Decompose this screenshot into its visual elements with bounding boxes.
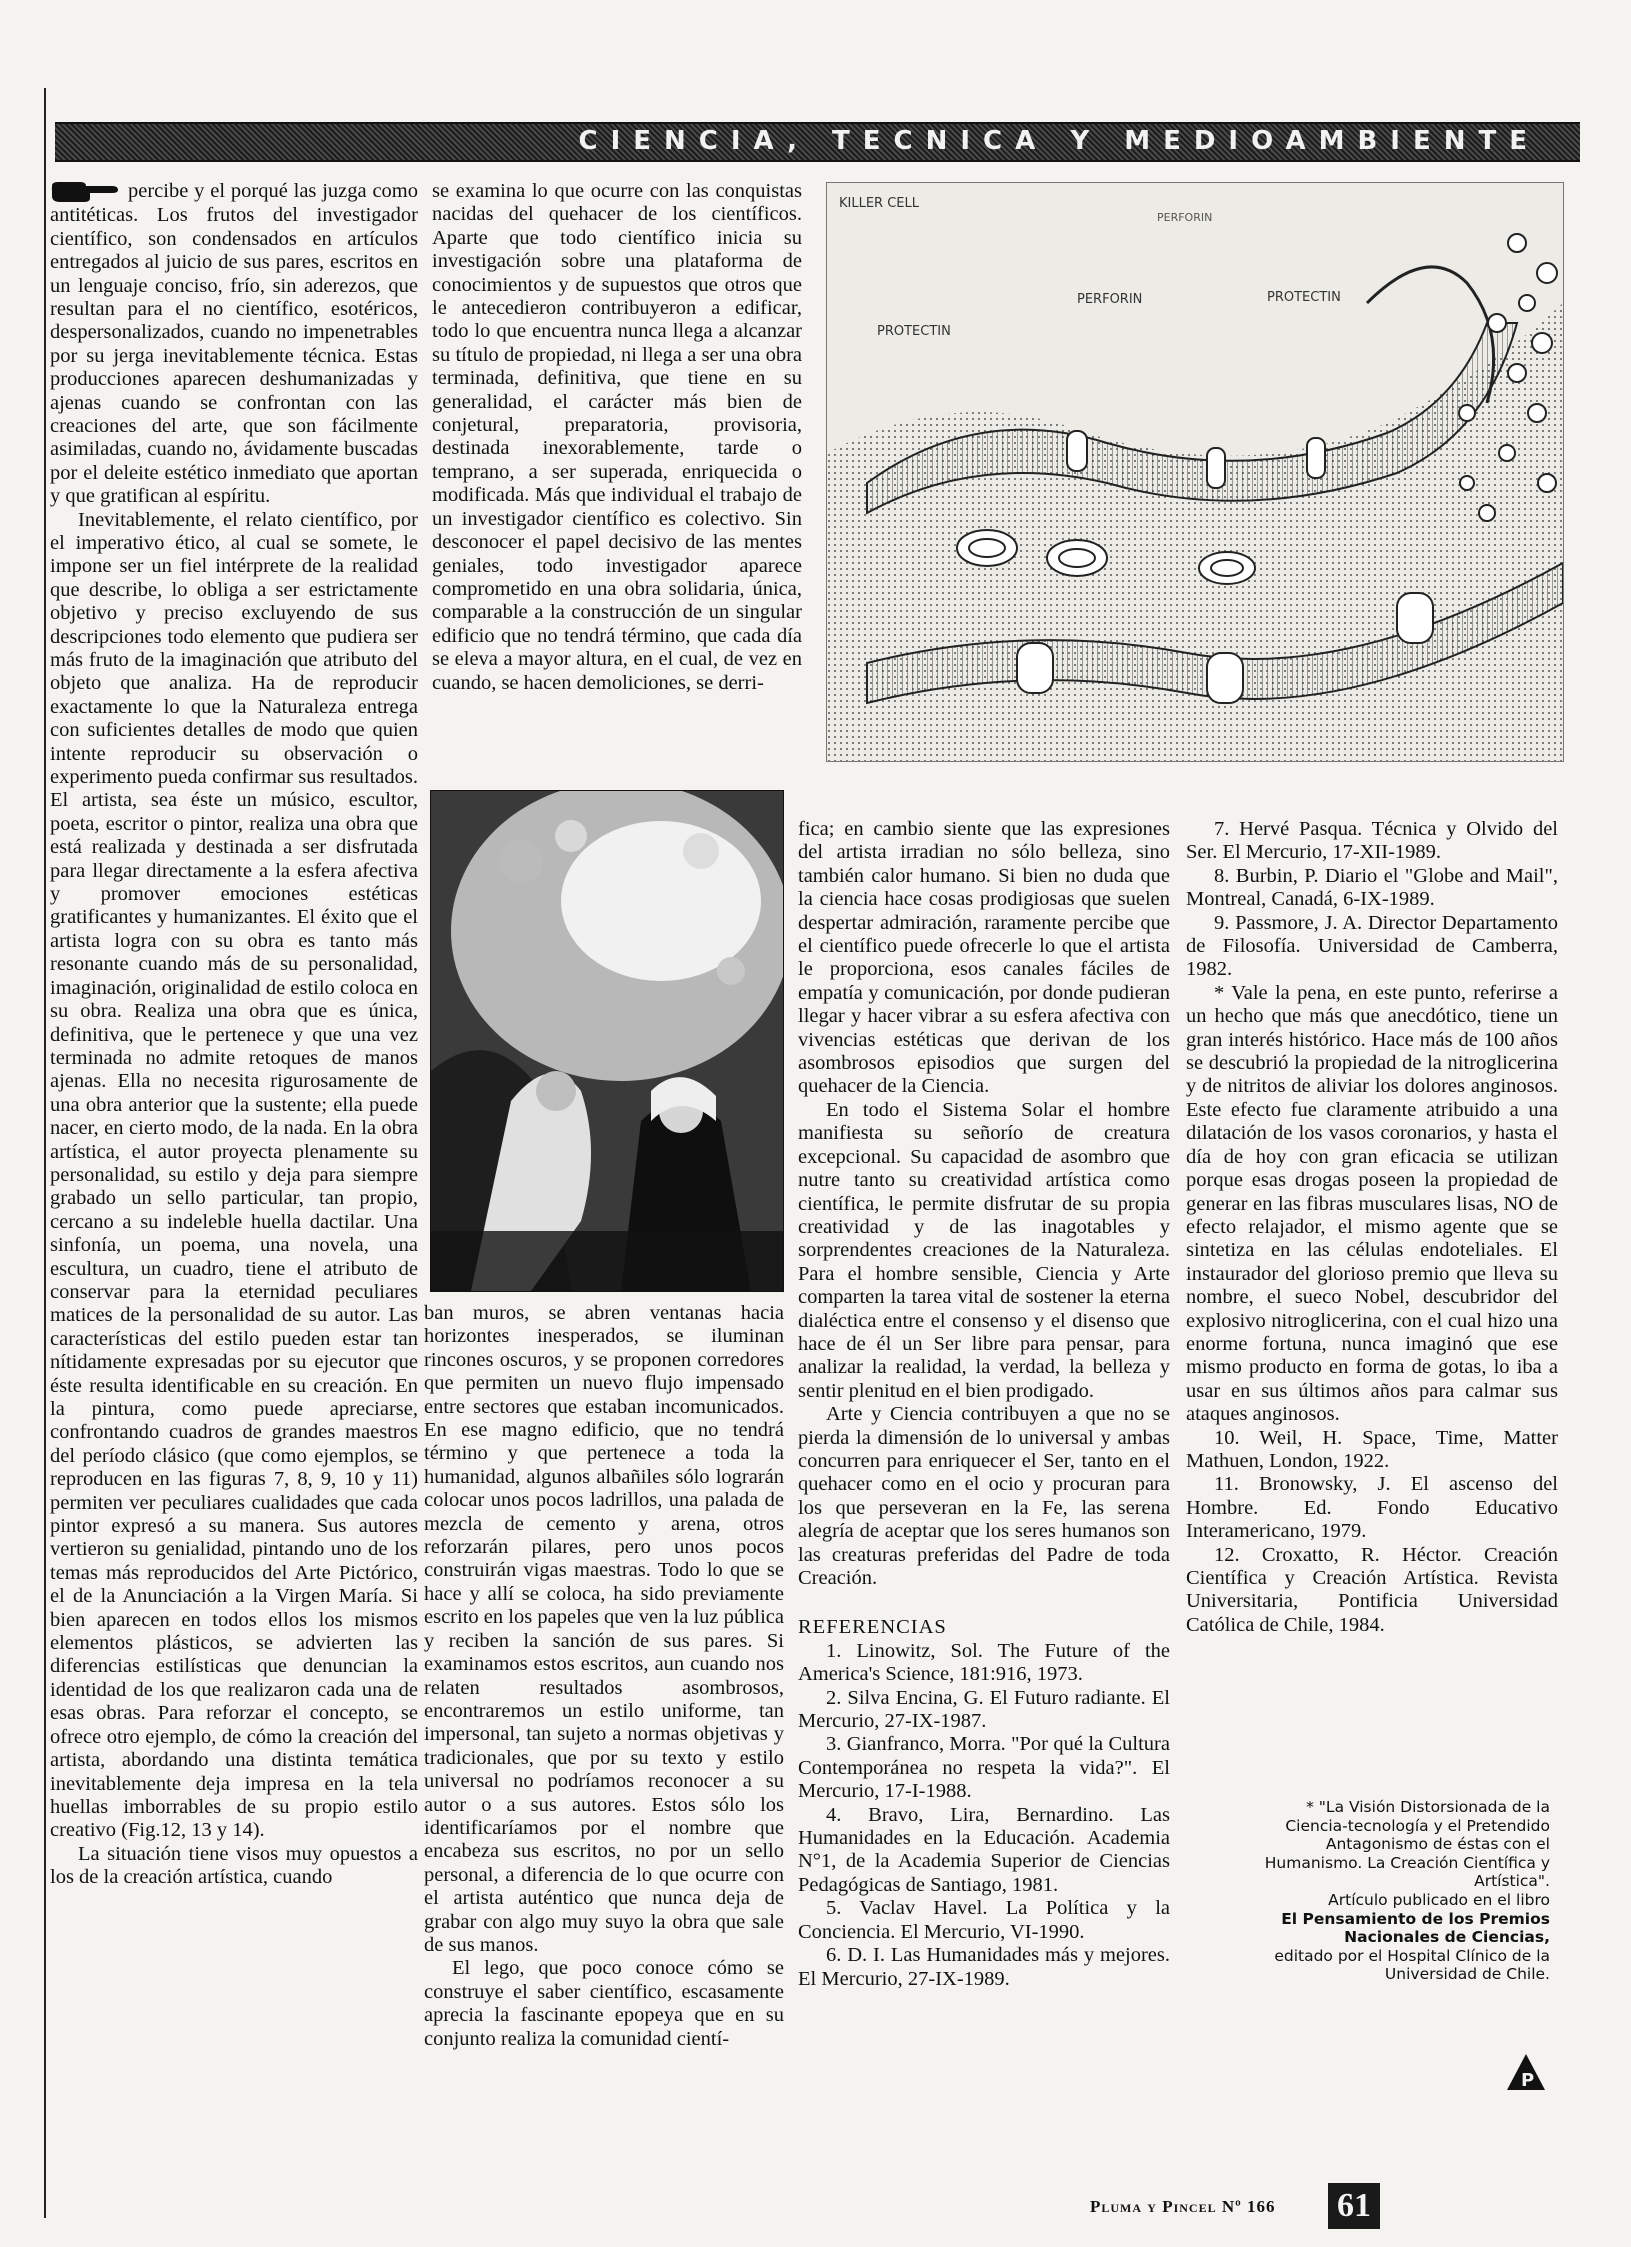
paragraph bbox=[50, 180, 418, 509]
paragraph: fica; en cambio siente que las expresiones del artista irradian no sólo belleza, sino también calor humano. Si bien no duda que la ciencia hace cosas prodigiosas que suelen despertar admiración, raramente percibe que el científico puede ofrecerle lo que el artista le proporciona, esos canales fáciles de empatía y comunicación, por donde pudieran llegar y hacer vibrar a su esfera afectiva con vivencias estéticas que derivan de los asombrosos episodios que surgen del quehacer de la Ciencia. bbox=[798, 818, 1170, 1098]
reference-item: 3. Gianfranco, Morra. "Por qué la Cultura Contemporánea no respeta la vida?". El Mercurio, 17-I-1988. bbox=[798, 1733, 1170, 1803]
footnote: * Vale la pena, en este punto, referirse a un hecho que más que anecdótico, tiene un gran interés histórico. Hace más de 100 años se descubrió la propiedad de la nitroglicerina y de nitritos de aliviar los dolores anginosos. Este efecto fue claramente atribuido a una dilatación de los vasos coronarios, y hasta el día de hoy con gran eficacia se utilizan porque esas drogas poseen la propiedad de generar en las fibras musculares lisas, NO de efecto relajador, el mismo agente que se sintetiza en las células endoteliales. El instaurador del glorioso premio que lleva su nombre, el sueco Nobel, descubridor del explosivo nitroglicerina, con el cual hizo una enorme fortuna, nunca imaginó que ese mismo producto en forma de gotas, lo iba a usar en sus últimos años para calmar sus ataques anginosos. bbox=[1186, 981, 1558, 1426]
reference-item: 10. Weil, H. Space, Time, Matter Mathuen, London, 1922. bbox=[1186, 1426, 1558, 1472]
reference-item: 7. Hervé Pasqua. Técnica y Olvido del Ser. El Mercurio, 17-XII-1989. bbox=[1186, 818, 1558, 864]
paragraph: se examina lo que ocurre con las conquistas nacidas del quehacer de los científicos. Aparte que todo científico inicia su investigación sobre una plataforma de conocimientos y de supuestos que otros que le antecedieron contribuyeron a edificar, todo lo que encuentra nunca llega a alcanzar su título de propiedad, ni llega a ser una obra terminada, definitiva, que tiene en su generalidad, el carácter más bien de conjetural, preparatoria, provisoria, destinada inexorablemente, tarde o temprano, a ser superada, enriquecida o modificada. Más que individual el trabajo de un investigador científico es colectivo. Sin desconocer el papel decisivo de las mentes geniales, todo investigador aparece comprometido en una obra solidaria, única, comparable a la construcción de un singular edificio que no tendrá término, que cada día se eleva a mayor altura, en el cual, de vez en cuando, se hacen demoliciones, se derri- bbox=[432, 180, 802, 694]
figure-label: PROTECTIN bbox=[1267, 290, 1341, 305]
section-header bbox=[55, 122, 1580, 162]
article-column-2-top bbox=[432, 180, 802, 695]
reference-item: 6. D. I. Las Humanidades más y mejores. El Mercurio, 27-IX-1989. bbox=[798, 1944, 1170, 1990]
page-number: 61 bbox=[1328, 2183, 1380, 2229]
references-heading: REFERENCIAS bbox=[798, 1616, 947, 1639]
painting-image bbox=[431, 791, 783, 1291]
reference-item: 11. Bronowsky, J. El ascenso del Hombre. Ed. Fondo Educativo Interamericano, 1979. bbox=[1186, 1473, 1558, 1543]
paragraph: En todo el Sistema Solar el hombre manifiesta su señorío de creatura excepcional. Su capacidad de asombro que nutre tanto su creatividad artística como científica, le permite disfrutar de su propia creatividad y de las inagotables y sorprendentes creaciones de la Naturaleza. Para el hombre sensible, Ciencia y Arte comparten la tarea vital de sostener la eterna dialéctica entre el consenso y el disenso que hace de él un Ser libre para pensar, para analizar la realidad, la verdad, la belleza y sentir plenitud en el bien prodigado. bbox=[798, 1098, 1170, 1402]
note-book-title: El Pensamiento de los Premios Nacionales de Ciencias, bbox=[1281, 1909, 1550, 1947]
membrane-diagram bbox=[827, 183, 1563, 761]
paragraph: Arte y Ciencia contribuyen a que no se pierda la dimensión de lo universal y ambas concurren para enriquecer el Ser, tanto en el quehacer como en el ocio y procuran para los que perseveran en la Fe, las serena alegría de aceptar que los seres humanos son las creaturas preferidas del Padre de toda Creación. bbox=[798, 1403, 1170, 1589]
article-column-1 bbox=[50, 180, 418, 1890]
footer-magazine-title: Pluma y Pincel Nº 166 bbox=[1090, 2197, 1276, 2216]
paragraph: La situación tiene visos muy opuestos a los de la creación artística, cuando bbox=[50, 1842, 418, 1889]
note-line: Artículo publicado en el libro bbox=[1328, 1890, 1550, 1909]
pointing-hand-icon bbox=[50, 180, 120, 204]
reference-item: 1. Linowitz, Sol. The Future of the America's Science, 181:916, 1973. bbox=[798, 1639, 1170, 1686]
figure-label: PROTECTIN bbox=[877, 324, 951, 339]
reference-item: 4. Bravo, Lira, Bernardino. Las Humanidades en la Educación. Academia N°1, de la Academia Superior de Ciencias Pedagógicas de Santiago, 1981. bbox=[798, 1803, 1170, 1896]
reference-item: 9. Passmore, J. A. Director Departamento de Filosofía. Universidad de Camberra, 1982. bbox=[1186, 911, 1558, 981]
paragraph: ban muros, se abren ventanas hacia horizontes inesperados, se iluminan rincones oscuros, y se proponen corredores que permiten un nuevo flujo impensado entre sectores que estaban incomunicados. En ese magno edificio, que no tendrá término y que pertenece a toda la humanidad, algunos albañiles sólo lograrán colocar unos pocos ladrillos, una palada de mezcla de cemento y arena, otros reforzarán pilares, pero unos pocos construirán vigas maestras. Todo lo que se hace y allí se coloca, ha sido previamente escrito en los papeles que ven la luz pública y reciben la sanción de sus pares. Si examinamos estos escritos, aun cuando nos relaten resultados asombrosos, encontraremos un estilo uniforme, tan impersonal, tan sujeto a normas objetivas y tradicionales, que por su texto y estilo universal no podríamos reconocer a su autor o a sus autores. Estos sólo los identificaríamos por el nombre que encabeza sus escritos, no por un sello personal, a diferencia de lo que ocurre con el artista auténtico que nunca deja de grabar con algo muy suyo la obra que sale de sus manos. bbox=[424, 1302, 784, 1956]
article-column-4 bbox=[1186, 818, 1558, 1637]
section-header-text: CIENCIA, TECNICA Y MEDIOAMBIENTE bbox=[578, 126, 1540, 156]
reference-item: 5. Vaclav Havel. La Política y la Conciencia. El Mercurio, VI-1990. bbox=[798, 1897, 1170, 1943]
figure-label: KILLER CELL bbox=[839, 196, 919, 211]
svg-text:P: P bbox=[1521, 2070, 1535, 2091]
reference-item: 8. Burbin, P. Diario el "Globe and Mail", Montreal, Canadá, 6-IX-1989. bbox=[1186, 864, 1558, 911]
note-line: editado por el Hospital Clínico de la Universidad de Chile. bbox=[1274, 1946, 1550, 1984]
publication-note bbox=[1240, 1798, 1550, 1984]
paragraph-text: percibe y el porqué las juzga como antitéticas. Los frutos del investigador científico, son condensados en artículos entregados al juicio de sus pares, escritos en un lenguaje conciso, frío, sin aderezos, que resultan para el no científico, esotéricos, despersonalizados, cuando no impenetrables por su jerga inevitablemente técnica. Estas producciones aparecen deshumanizadas y ajenas cuando se confrontan con las creaciones del arte, que son fácilmente asimiladas, cuando no, ávidamente buscadas por el deleite estético inmediato que aportan y que gratifican al espíritu. bbox=[50, 180, 418, 508]
note-line: * "La Visión Distorsionada de la Ciencia-tecnología y el Pretendido Antagonismo de éstas con el Humanismo. La Creación Científica y Artística". bbox=[1264, 1798, 1550, 1891]
article-column-3 bbox=[798, 818, 1170, 1991]
reference-item: 12. Croxatto, R. Héctor. Creación Científica y Creación Artística. Revista Universitaria, Pontificia Universidad Católica de Chile, 1984. bbox=[1186, 1543, 1558, 1636]
magazine-logo-icon bbox=[1505, 2052, 1547, 2094]
article-column-2-bottom bbox=[424, 1302, 784, 2051]
paragraph: Inevitablemente, el relato científico, por el imperativo ético, al cual se somete, le impone ser un fiel intérprete de la realidad que describe, lo obliga a ser estrictamente objetivo y preciso excluyendo de sus descripciones todo elemento que pudiera ser más fruto de la imaginación que atributo del objeto que analiza. Ha de reproducir exactamente lo que la Naturaleza entrega con suficientes detalles de modo que quien intente reproducir su observación o experimento pueda confirmar sus resultados. El artista, sea éste un músico, escultor, poeta, escritor o pintor, realiza una obra que está realizada y destinada a ser disfrutada para llegar directamente a la esfera afectiva y promover emociones estéticas gratificantes y humanizantes. El éxito que el artista logra con su obra es tanto más resonante cuando más de su personalidad, imaginación, originalidad de estilo coloca en su obra. Realiza una obra que es única, definitiva, que le pertenece y que una vez terminada no admite retoques de manos ajenas. Ella no necesita rigurosamente de una obra anterior que la sustente; ella puede nacer, en cierto modo, de la nada. En la obra artística, el autor proyecta plenamente su personalidad, su estilo y deja para siempre grabado un sello particular, tan propio, cercano a su indeleble huella dactilar. Una sinfonía, un poema, una novela, una escultura, un cuadro, tiene el atributo de conservar para la eternidad peculiares matices de la personalidad de su autor. Las características del estilo pueden estar tan nítidamente expresadas por su ejecutor que éste resulta identificable en su creación. En la pintura, como puede apreciarse, confrontando cuadros de grandes maestros del período clásico (que como ejemplos, se reproducen en las figuras 7, 8, 9, 10 y 11) permiten ver peculiares cualidades que cada pintor expresó a su manera. Sus autores vertieron su genialidad, pintando uno de los temas más reproducidos del Arte Pictórico, el de la Anunciación a la Virgen María. Si bien aparecen en todos ellos los mismos elementos plásticos, se advierten las diferencias estilísticas que denuncian la identidad de los que realizaron cada una de esas obras. Para reforzar el concepto, se ofrece otro ejemplo, de cómo la creación del artista, abordando una distinta temática inevitablemente deja impresa en la tela huellas imborrables de su propio estilo creativo (Fig.12, 13 y 14). bbox=[50, 508, 418, 1842]
figure-label: PERFORIN bbox=[1077, 292, 1143, 307]
figure-label: PERFORIN bbox=[1157, 211, 1213, 224]
reference-item: 2. Silva Encina, G. El Futuro radiante. El Mercurio, 27-IX-1987. bbox=[798, 1686, 1170, 1733]
paragraph: El lego, que poco conoce cómo se construye el saber científico, escasamente aprecia la fascinante epopeya que en su conjunto realiza la comunidad cientí- bbox=[424, 1957, 784, 2050]
membrane-illustration bbox=[826, 182, 1564, 762]
annunciation-painting bbox=[430, 790, 784, 1292]
